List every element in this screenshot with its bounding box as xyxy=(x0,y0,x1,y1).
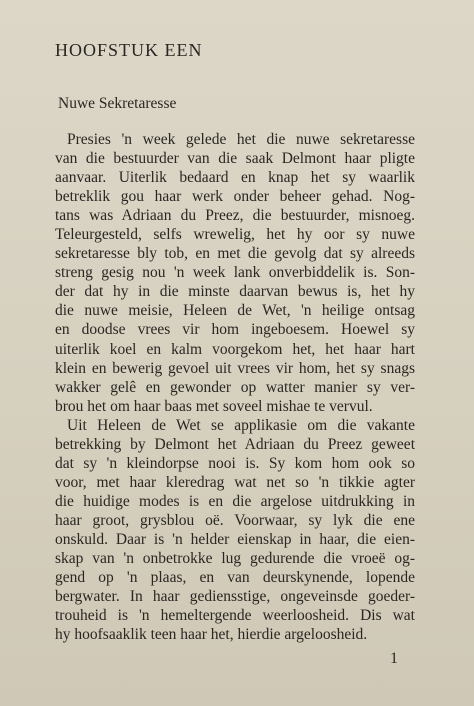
text-line: Uit Heleen de Wet se applikasie om die vakante xyxy=(67,416,415,434)
text-line: wakker gelê en gewonder op watter manier sy ver- xyxy=(55,378,415,396)
text-line: Presies 'n week gelede het die nuwe sekretaresse xyxy=(67,131,415,148)
text-line: sekretaresse bly tob, en met die gevolg dat sy alreeds xyxy=(55,245,415,263)
text-line: klein en bewerig gevoel uit vrees vir hom, het sy snags xyxy=(55,359,415,377)
text-line: betrekking by Delmont het Adriaan du Preez geweet xyxy=(55,435,415,453)
text-line: die huidige modes is en die argelose uitdrukking in xyxy=(55,492,415,510)
text-line: hy hoofsaaklik teen haar het, hierdie argeloosheid. xyxy=(55,626,368,644)
text-line: brou het om haar baas met soveel mishae te vervul. xyxy=(55,397,373,415)
text-line: voor, met haar kleredrag wat net so 'n tikkie agter xyxy=(55,473,415,491)
text-line: aanvaar. Uiterlik bedaard en knap het sy waarlik xyxy=(55,169,415,187)
section-title: Nuwe Sekretaresse xyxy=(58,95,177,112)
text-line: streng gesig nou 'n week lank onverbiddelik is. Son- xyxy=(55,264,415,282)
paragraph-2 xyxy=(55,416,415,645)
text-line: die nuwe meisie, Heleen de Wet, 'n heilige ontsag xyxy=(55,302,415,320)
text-line: en doodse vrees vir hom ingeboesem. Hoewel sy xyxy=(55,321,415,339)
text-line: der dat hy in die minste daarvan bewus is, het hy xyxy=(55,283,415,301)
text-line: bergwater. In haar gediensstige, ongeveinsde goeder- xyxy=(55,588,415,606)
text-line: tans was Adriaan du Preez, die bestuurder, misnoeg. xyxy=(55,207,415,225)
text-line: skap van 'n onbetrokke lug gedurende die vroeë og- xyxy=(55,550,415,568)
text-line: Teleurgesteld, selfs wrewelig, het hy oor sy nuwe xyxy=(55,226,415,244)
text-line: onskuld. Daar is 'n helder eienskap in haar, die eien- xyxy=(55,530,415,548)
text-line: gend op 'n plaas, en van deurskynende, lopende xyxy=(55,569,415,587)
page-number: 1 xyxy=(390,650,398,667)
text-line: trouheid is 'n hemeltergende weerloosheid. Dis wat xyxy=(55,607,415,625)
paragraph-1 xyxy=(55,130,415,416)
text-line: haar groot, grysblou oë. Voorwaar, sy lyk die ene xyxy=(55,511,415,529)
text-line: uiterlik koel en kalm voorgekom het, het haar hart xyxy=(55,340,415,358)
chapter-title: HOOFSTUK EEN xyxy=(55,40,203,60)
body-text xyxy=(55,130,415,644)
text-line: dat sy 'n kleindorpse nooi is. Sy kom hom ook so xyxy=(55,454,415,472)
text-line: betreklik gou haar werk onder beheer gehad. Nog- xyxy=(55,188,415,206)
text-line: van die bestuurder van die saak Delmont haar pligte xyxy=(55,150,415,168)
